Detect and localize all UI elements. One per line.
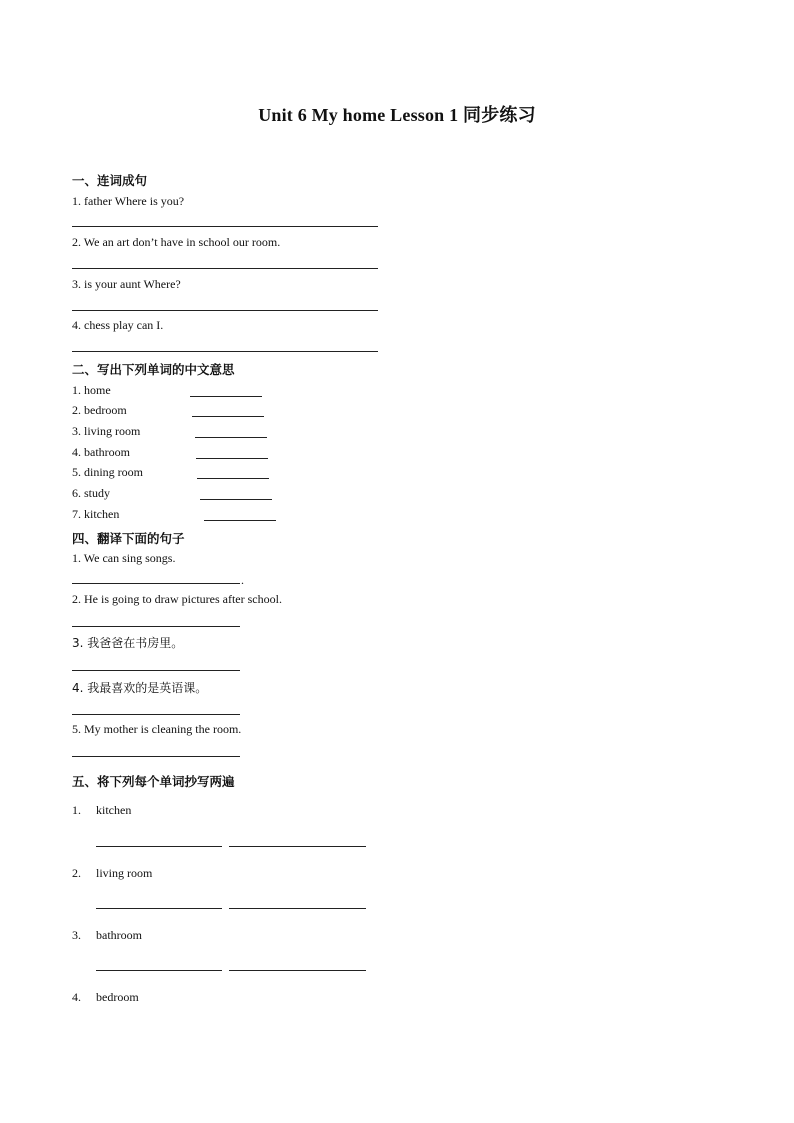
copy-line-1a[interactable] (96, 846, 222, 847)
answer-line-3[interactable] (72, 310, 378, 311)
vocab-item-7: 7. kitchen (72, 507, 120, 521)
copy-item-number-3: 3. (72, 928, 81, 942)
copy-item-word-3: bathroom (96, 928, 142, 942)
translate-item-5: 5. My mother is cleaning the room. (72, 722, 242, 736)
translate-item-3: 3. 我爸爸在书房里。 (72, 636, 184, 650)
copy-line-3b[interactable] (229, 970, 366, 971)
answer-line-4[interactable] (72, 351, 378, 352)
trailing-period: . (241, 573, 244, 587)
vocab-item-5: 5. dining room (72, 465, 143, 479)
vocab-blank-6[interactable] (200, 499, 272, 500)
copy-line-2b[interactable] (229, 908, 366, 909)
vocab-blank-3[interactable] (195, 437, 267, 438)
vocab-item-2: 2. bedroom (72, 403, 127, 417)
translate-item-2: 2. He is going to draw pictures after school. (72, 592, 282, 606)
copy-item-word-1: kitchen (96, 803, 132, 817)
translate-line-4[interactable] (72, 714, 240, 715)
translate-line-5[interactable] (72, 756, 240, 757)
translate-item-4: 4. 我最喜欢的是英语课。 (72, 681, 208, 695)
copy-item-number-1: 1. (72, 803, 81, 817)
translate-line-3[interactable] (72, 670, 240, 671)
section-heading-translate: 四、翻译下面的句子 (72, 531, 185, 546)
copy-item-word-2: living room (96, 866, 153, 880)
section-heading-meaning: 二、写出下列单词的中文意思 (72, 362, 235, 377)
vocab-item-6: 6. study (72, 486, 111, 500)
copy-line-2a[interactable] (96, 908, 222, 909)
translate-item-1: 1. We can sing songs. (72, 551, 176, 565)
vocab-item-4: 4. bathroom (72, 445, 130, 459)
section-heading-copy: 五、将下列每个单词抄写两遍 (72, 774, 235, 789)
section-heading-reorder: 一、连词成句 (72, 173, 148, 188)
page-title: Unit 6 My home Lesson 1 同步练习 (258, 105, 536, 125)
vocab-blank-2[interactable] (192, 416, 264, 417)
reorder-item-3: 3. is your aunt Where? (72, 277, 181, 291)
vocab-blank-7[interactable] (204, 520, 276, 521)
translate-line-2[interactable] (72, 626, 240, 627)
answer-line-1[interactable] (72, 226, 378, 227)
copy-line-1b[interactable] (229, 846, 366, 847)
reorder-item-1: 1. father Where is you? (72, 194, 185, 208)
reorder-item-4: 4. chess play can I. (72, 318, 164, 332)
vocab-blank-4[interactable] (196, 458, 268, 459)
vocab-item-3: 3. living room (72, 424, 141, 438)
copy-item-word-4: bedroom (96, 990, 139, 1004)
copy-line-3a[interactable] (96, 970, 222, 971)
translate-line-1[interactable] (72, 583, 240, 584)
answer-line-2[interactable] (72, 268, 378, 269)
vocab-blank-5[interactable] (197, 478, 269, 479)
copy-item-number-2: 2. (72, 866, 81, 880)
vocab-item-1: 1. home (72, 383, 111, 397)
copy-item-number-4: 4. (72, 990, 81, 1004)
vocab-blank-1[interactable] (190, 396, 262, 397)
reorder-item-2: 2. We an art don’t have in school our room. (72, 235, 281, 249)
